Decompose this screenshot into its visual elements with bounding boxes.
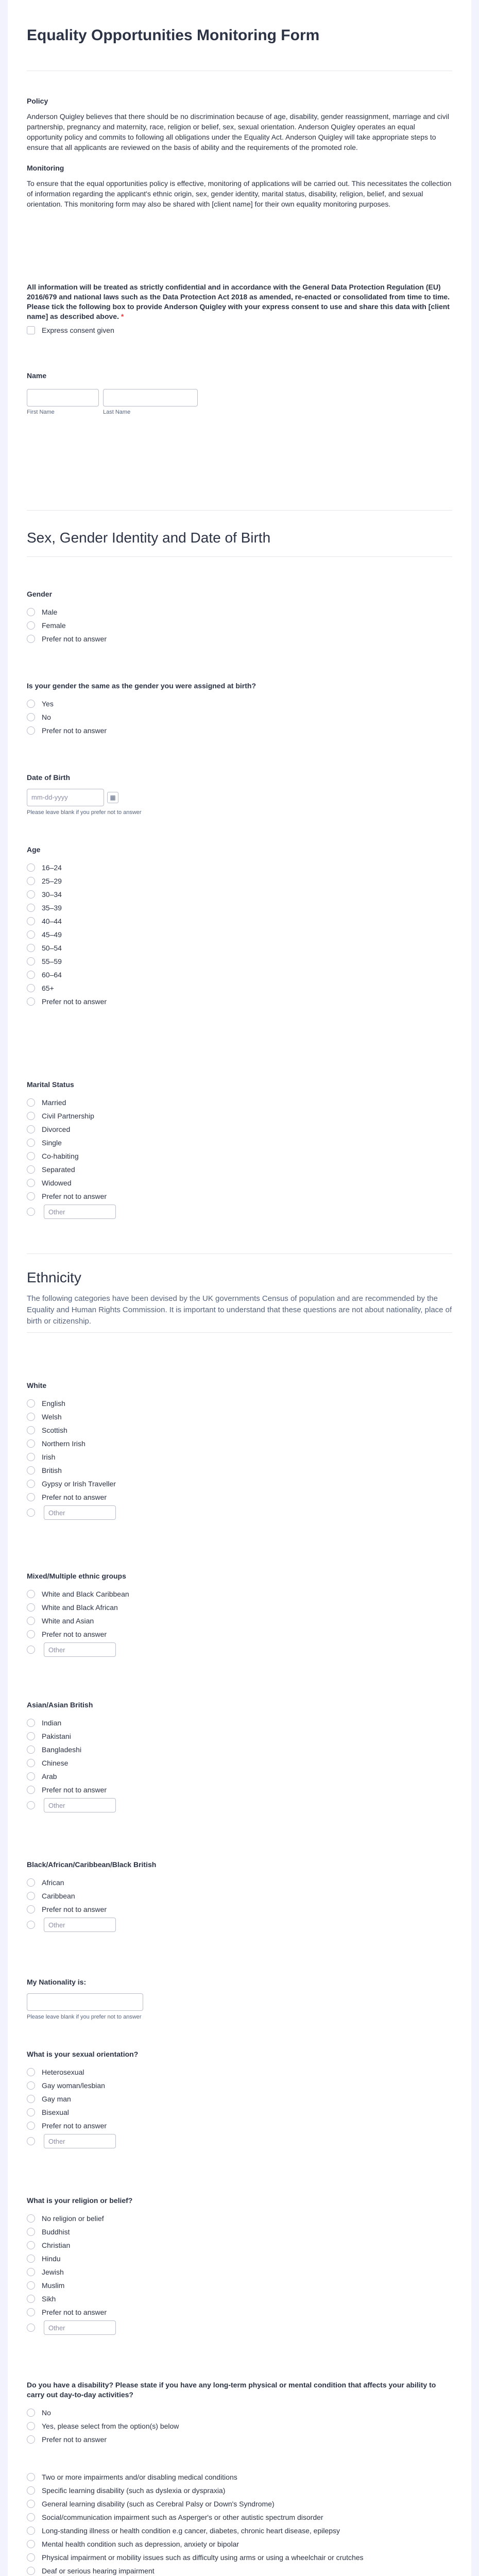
first-name-input[interactable] [27, 389, 99, 406]
radio-button[interactable] [27, 1493, 35, 1501]
radio-button[interactable] [27, 2513, 35, 2521]
option-label: Jewish [42, 2268, 64, 2276]
radio-button[interactable] [27, 1732, 35, 1740]
consent-checkbox[interactable] [27, 324, 452, 337]
radio-option[interactable] [27, 968, 452, 981]
radio-option[interactable] [27, 1743, 452, 1756]
option-label: Mental health condition such as depression, anxiety or bipolar [42, 2540, 239, 2548]
age-label: Age [27, 845, 41, 854]
radio-option[interactable] [27, 1437, 452, 1450]
option-label: Sikh [42, 2295, 56, 2303]
option-label: Separated [42, 1165, 75, 1174]
dob-hint: Please leave blank if you prefer not to answer [27, 809, 142, 816]
marital-label: Marital Status [27, 1080, 74, 1089]
radio-option[interactable] [27, 955, 452, 968]
other-input[interactable]: Other [44, 1205, 116, 1219]
radio-option[interactable] [27, 2484, 452, 2497]
option-label: Pakistani [42, 1732, 71, 1740]
option-label: White and Black Caribbean [42, 1590, 129, 1598]
last-name-sublabel: Last Name [103, 409, 131, 415]
white-field [27, 1381, 452, 1521]
radio-button[interactable] [27, 1892, 35, 1900]
option-label: Scottish [42, 1426, 67, 1434]
option-label: Two or more impairments and/or disabling medical conditions [42, 2473, 237, 2481]
option-label: Bangladeshi [42, 1745, 82, 1754]
option-label: Male [42, 608, 58, 616]
radio-option[interactable] [27, 1876, 452, 1889]
radio-option[interactable] [27, 2092, 452, 2106]
radio-option[interactable] [27, 2524, 452, 2537]
radio-option[interactable] [27, 1587, 452, 1601]
radio-option-other[interactable] [27, 1203, 452, 1221]
radio-option[interactable] [27, 1601, 452, 1614]
radio-option[interactable] [27, 1756, 452, 1770]
radio-button[interactable] [27, 1759, 35, 1767]
radio-button[interactable] [27, 1878, 35, 1887]
calendar-icon[interactable]: ▦ [107, 792, 118, 803]
option-label: Co-habiting [42, 1152, 79, 1160]
radio-button[interactable] [27, 1801, 35, 1809]
option-label: Welsh [42, 1413, 62, 1421]
radio-button[interactable] [27, 1152, 35, 1160]
radio-button[interactable] [27, 713, 35, 721]
radio-option[interactable] [27, 1136, 452, 1149]
option-label: Bisexual [42, 2108, 69, 2116]
radio-option[interactable] [27, 2419, 452, 2433]
radio-button[interactable] [27, 2214, 35, 2223]
first-name-sublabel: First Name [27, 409, 55, 415]
radio-option[interactable] [27, 2470, 452, 2484]
option-label: 65+ [42, 984, 54, 992]
radio-option[interactable] [27, 1163, 452, 1176]
section-heading-ethnicity: Ethnicity [27, 1269, 81, 1285]
radio-option[interactable] [27, 995, 452, 1008]
radio-option[interactable] [27, 1628, 452, 1641]
form-title: Equality Opportunities Monitoring Form [27, 27, 320, 44]
option-label: Buddhist [42, 2228, 70, 2236]
radio-button[interactable] [27, 863, 35, 872]
section-heading-sex: Sex, Gender Identity and Date of Birth [27, 530, 271, 546]
radio-button[interactable] [27, 1630, 35, 1638]
radio-option[interactable] [27, 901, 452, 914]
option-label: Prefer not to answer [42, 1786, 107, 1794]
mixed-label: Mixed/Multiple ethnic groups [27, 1572, 126, 1580]
radio-option-other[interactable] [27, 2319, 452, 2336]
option-label: African [42, 1878, 64, 1887]
radio-button[interactable] [27, 1453, 35, 1461]
radio-button[interactable] [27, 2108, 35, 2116]
radio-button[interactable] [27, 1165, 35, 1174]
option-label: Social/communication impairment such as Asperger's or other autistic spectrum disorder [42, 2513, 323, 2521]
radio-button[interactable] [27, 2122, 35, 2130]
marital-field [27, 1080, 452, 1221]
radio-button[interactable] [27, 2295, 35, 2303]
radio-button[interactable] [27, 2281, 35, 2290]
radio-button[interactable] [27, 2268, 35, 2276]
radio-button[interactable] [27, 1125, 35, 1133]
radio-option[interactable] [27, 605, 452, 619]
radio-option[interactable] [27, 632, 452, 646]
gender-label: Gender [27, 590, 53, 598]
option-label: 60–64 [42, 971, 62, 979]
option-label: Civil Partnership [42, 1112, 94, 1120]
option-label: Heterosexual [42, 2068, 84, 2076]
option-label: White and Black African [42, 1603, 118, 1612]
radio-option[interactable] [27, 1464, 452, 1477]
divider [27, 1332, 452, 1333]
divider [27, 1253, 452, 1254]
asian-field [27, 1700, 452, 1814]
policy-text: Anderson Quigley believes that there should be no discrimination because of age, disability, gender reassignment, marriage and civil partnership, pregnancy and maternity, race, religion or belief, sex, sexual orientation. Anderson Quigley operates an equal opportunity policy and commits to following all obligations under the Equality Act. Anderson Quigley will take appropriate steps to ensure that all applicants are reviewed on the basis of ability and the requirements of the promoted role. [27, 112, 449, 151]
radio-button[interactable] [27, 700, 35, 708]
radio-option[interactable] [27, 1770, 452, 1783]
option-label: Prefer not to answer [42, 2122, 107, 2130]
option-label: Northern Irish [42, 1439, 85, 1448]
radio-option[interactable] [27, 2306, 452, 2319]
option-label: Prefer not to answer [42, 1905, 107, 1913]
gender-same-label: Is your gender the same as the gender you were assigned at birth? [27, 682, 256, 690]
radio-button[interactable] [27, 1426, 35, 1434]
radio-button[interactable] [27, 1112, 35, 1120]
radio-button[interactable] [27, 1192, 35, 1200]
radio-button[interactable] [27, 1921, 35, 1929]
radio-button[interactable] [27, 984, 35, 992]
radio-option[interactable] [27, 941, 452, 955]
radio-button[interactable] [27, 890, 35, 899]
radio-option[interactable] [27, 710, 452, 724]
radio-button[interactable] [27, 2486, 35, 2495]
radio-option[interactable] [27, 928, 452, 941]
dob-input[interactable]: mm-dd-yyyy [27, 789, 104, 806]
radio-option[interactable] [27, 1096, 452, 1109]
radio-button[interactable] [27, 971, 35, 979]
radio-button[interactable] [27, 1646, 35, 1654]
black-label: Black/African/Caribbean/Black British [27, 1860, 157, 1869]
other-input[interactable]: Other [44, 2320, 116, 2335]
radio-button[interactable] [27, 1905, 35, 1913]
option-label: 30–34 [42, 890, 62, 899]
other-input[interactable]: Other [44, 1798, 116, 1812]
radio-option[interactable] [27, 2406, 452, 2419]
radio-option[interactable] [27, 2433, 452, 2446]
option-label: Prefer not to answer [42, 2435, 107, 2444]
radio-option[interactable] [27, 697, 452, 710]
radio-option[interactable] [27, 2065, 452, 2079]
option-label: Hindu [42, 2255, 61, 2263]
other-input[interactable]: Other [44, 1918, 116, 1932]
radio-button[interactable] [27, 2308, 35, 2316]
radio-option[interactable] [27, 2079, 452, 2092]
radio-option[interactable] [27, 2106, 452, 2119]
radio-button[interactable] [27, 2409, 35, 2417]
radio-option-other[interactable] [27, 1916, 452, 1934]
other-input[interactable]: Other [44, 1642, 116, 1657]
radio-button[interactable] [27, 2081, 35, 2090]
consent-label: All information will be treated as strictly confidential and in accordance with the General Data Protection Regulation (EU) 2016/679 and national laws such as the Data Protection Act 2018 as amended, re-enacted or consolidated from time to time. Please tick the following box to provide Anderson Quigley with your express consent to use and share this data with [client name] as described above. [27, 283, 450, 320]
radio-option[interactable] [27, 1783, 452, 1797]
disability-label: Do you have a disability? Please state if you have any long-term physical or mental condition that affects your ability to carry out day-to-day activities? [27, 2381, 436, 2399]
radio-button[interactable] [27, 1617, 35, 1625]
radio-button[interactable] [27, 1466, 35, 1475]
radio-option[interactable] [27, 1730, 452, 1743]
radio-button[interactable] [27, 957, 35, 965]
radio-button[interactable] [27, 1590, 35, 1598]
radio-button[interactable] [27, 2324, 35, 2332]
disability-field [27, 2380, 452, 2446]
radio-option[interactable] [27, 1450, 452, 1464]
radio-button[interactable] [27, 917, 35, 925]
nationality-input[interactable] [27, 1993, 143, 2011]
option-label: 40–44 [42, 917, 62, 925]
gender-same-field [27, 681, 452, 737]
radio-option[interactable] [27, 2511, 452, 2524]
disability-types-field [27, 2470, 452, 2576]
option-label: Prefer not to answer [42, 2308, 107, 2316]
radio-button[interactable] [27, 635, 35, 643]
option-label: Arab [42, 1772, 57, 1781]
option-label: Deaf or serious hearing impairment [42, 2567, 155, 2575]
radio-button[interactable] [27, 608, 35, 616]
radio-option[interactable] [27, 2212, 452, 2225]
radio-option[interactable] [27, 1109, 452, 1123]
required-mark: * [121, 312, 124, 320]
radio-button[interactable] [27, 1603, 35, 1612]
radio-option[interactable] [27, 619, 452, 632]
radio-option[interactable] [27, 2119, 452, 2132]
option-label: Prefer not to answer [42, 1493, 107, 1501]
radio-button[interactable] [27, 2500, 35, 2508]
radio-option[interactable] [27, 1397, 452, 1410]
radio-option[interactable] [27, 2497, 452, 2511]
option-label: Caribbean [42, 1892, 75, 1900]
radio-button[interactable] [27, 2435, 35, 2444]
option-label: Prefer not to answer [42, 726, 107, 735]
radio-button[interactable] [27, 1208, 35, 1216]
radio-button[interactable] [27, 1786, 35, 1794]
option-label: Gay woman/lesbian [42, 2081, 105, 2090]
option-label: General learning disability (such as Cerebral Palsy or Down's Syndrome) [42, 2500, 275, 2508]
radio-option[interactable] [27, 1423, 452, 1437]
radio-option[interactable] [27, 2252, 452, 2265]
radio-button[interactable] [27, 2068, 35, 2076]
ethnicity-text: The following categories have been devised by the UK governments Census of population and are recommended by the Equality and Human Rights Commission. It is important to understand that these questions are not about nationality, place of birth or citizenship. [27, 1294, 452, 1326]
radio-option[interactable] [27, 2279, 452, 2292]
option-label: White and Asian [42, 1617, 94, 1625]
radio-option[interactable] [27, 2551, 452, 2564]
radio-button[interactable] [27, 997, 35, 1006]
option-label: Prefer not to answer [42, 635, 107, 643]
radio-option[interactable] [27, 2564, 452, 2576]
option-label: Long-standing illness or health condition e.g cancer, diabetes, chronic heart disease, epilepsy [42, 2527, 340, 2535]
last-name-input[interactable] [103, 389, 198, 406]
radio-option[interactable] [27, 861, 452, 874]
asian-label: Asian/Asian British [27, 1701, 93, 1709]
radio-button[interactable] [27, 1480, 35, 1488]
radio-option[interactable] [27, 2292, 452, 2306]
option-label: 16–24 [42, 863, 62, 872]
radio-button[interactable] [27, 1399, 35, 1408]
nationality-hint: Please leave blank if you prefer not to answer [27, 2014, 142, 2020]
option-label: Gay man [42, 2095, 71, 2103]
option-label: No religion or belief [42, 2214, 104, 2223]
radio-option[interactable] [27, 874, 452, 888]
other-input[interactable]: Other [44, 1505, 116, 1520]
checkbox[interactable] [27, 326, 35, 334]
radio-button[interactable] [27, 1139, 35, 1147]
radio-button[interactable] [27, 944, 35, 952]
radio-option[interactable] [27, 2537, 452, 2551]
option-label: No [42, 2409, 51, 2417]
radio-option[interactable] [27, 981, 452, 995]
radio-button[interactable] [27, 1772, 35, 1781]
orientation-field [27, 2049, 452, 2150]
religion-field [27, 2196, 452, 2336]
radio-button[interactable] [27, 930, 35, 939]
option-label: British [42, 1466, 62, 1475]
radio-button[interactable] [27, 1413, 35, 1421]
radio-button[interactable] [27, 904, 35, 912]
monitoring-text: To ensure that the equal opportunities policy is effective, monitoring of applications will be carried out. This necessitates the collection of information regarding the applicant's ethnic origin, sex, gender identity, marital status, disability, religion, belief, and sexual orientation. This monitoring form may also be shared with [client name] for their own equality monitoring purposes. [27, 179, 452, 208]
divider [27, 556, 452, 557]
gender-field [27, 589, 452, 646]
option-label: Female [42, 621, 66, 630]
radio-option[interactable] [27, 1716, 452, 1730]
option-label: Divorced [42, 1125, 71, 1133]
option-label: Widowed [42, 1179, 72, 1187]
radio-button[interactable] [27, 2255, 35, 2263]
radio-button[interactable] [27, 2540, 35, 2548]
option-label: Specific learning disability (such as dyslexia or dyspraxia) [42, 2486, 226, 2495]
option-label: Yes, please select from the option(s) below [42, 2422, 179, 2430]
option-label: Yes [42, 700, 54, 708]
radio-option-other[interactable] [27, 1641, 452, 1658]
option-label: 50–54 [42, 944, 62, 952]
option-label: Gypsy or Irish Traveller [42, 1480, 116, 1488]
radio-option[interactable] [27, 1490, 452, 1504]
white-label: White [27, 1381, 47, 1389]
other-input[interactable]: Other [44, 2134, 116, 2148]
dob-label: Date of Birth [27, 773, 70, 782]
radio-button[interactable] [27, 2527, 35, 2535]
option-label: 35–39 [42, 904, 62, 912]
option-label: Irish [42, 1453, 56, 1461]
radio-button[interactable] [27, 1745, 35, 1754]
black-field [27, 1860, 452, 1934]
nationality-label: My Nationality is: [27, 1978, 87, 1986]
option-label: Indian [42, 1719, 62, 1727]
radio-option[interactable] [27, 724, 452, 737]
radio-option[interactable] [27, 1176, 452, 1190]
option-label: Physical impairment or mobility issues such as difficulty using arms or using a wheelchair or crutches [42, 2553, 364, 2562]
option-label: 25–29 [42, 877, 62, 885]
radio-button[interactable] [27, 877, 35, 885]
option-label: Chinese [42, 1759, 69, 1767]
radio-option-other[interactable] [27, 1504, 452, 1521]
orientation-label: What is your sexual orientation? [27, 2050, 139, 2058]
radio-button[interactable] [27, 2095, 35, 2103]
radio-button[interactable] [27, 621, 35, 630]
option-label: Prefer not to answer [42, 997, 107, 1006]
option-label: Muslim [42, 2281, 65, 2290]
radio-button[interactable] [27, 1098, 35, 1107]
mixed-field [27, 1571, 452, 1658]
radio-option[interactable] [27, 888, 452, 901]
radio-button[interactable] [27, 2422, 35, 2430]
policy-heading: Policy [27, 97, 48, 105]
radio-option[interactable] [27, 1190, 452, 1203]
option-label: Married [42, 1098, 66, 1107]
radio-button[interactable] [27, 2228, 35, 2236]
radio-button[interactable] [27, 1509, 35, 1517]
radio-button[interactable] [27, 1179, 35, 1187]
radio-button[interactable] [27, 2553, 35, 2562]
radio-option[interactable] [27, 914, 452, 928]
radio-button[interactable] [27, 1719, 35, 1727]
option-label: Express consent given [42, 326, 114, 334]
option-label: 55–59 [42, 957, 62, 965]
religion-label: What is your religion or belief? [27, 2196, 133, 2205]
radio-option-other[interactable] [27, 1797, 452, 1814]
monitoring-heading: Monitoring [27, 164, 64, 172]
radio-option[interactable] [27, 1903, 452, 1916]
radio-button[interactable] [27, 2137, 35, 2145]
divider [27, 510, 452, 511]
radio-option[interactable] [27, 1889, 452, 1903]
radio-option[interactable] [27, 1123, 452, 1136]
option-label: No [42, 713, 51, 721]
form-card [8, 0, 471, 2576]
option-label: Single [42, 1139, 62, 1147]
option-label: Prefer not to answer [42, 1630, 107, 1638]
radio-button[interactable] [27, 2473, 35, 2481]
radio-button[interactable] [27, 1439, 35, 1448]
option-label: Christian [42, 2241, 71, 2249]
radio-option[interactable] [27, 1477, 452, 1490]
radio-option[interactable] [27, 2265, 452, 2279]
radio-option-other[interactable] [27, 2132, 452, 2150]
radio-button[interactable] [27, 726, 35, 735]
option-label: English [42, 1399, 65, 1408]
age-field [27, 845, 452, 1008]
radio-option[interactable] [27, 1149, 452, 1163]
option-label: 45–49 [42, 930, 62, 939]
radio-button[interactable] [27, 2567, 35, 2575]
name-label: Name [27, 371, 47, 380]
radio-button[interactable] [27, 2241, 35, 2249]
option-label: Prefer not to answer [42, 1192, 107, 1200]
radio-option[interactable] [27, 1410, 452, 1423]
radio-option[interactable] [27, 2239, 452, 2252]
radio-option[interactable] [27, 1614, 452, 1628]
radio-option[interactable] [27, 2225, 452, 2239]
